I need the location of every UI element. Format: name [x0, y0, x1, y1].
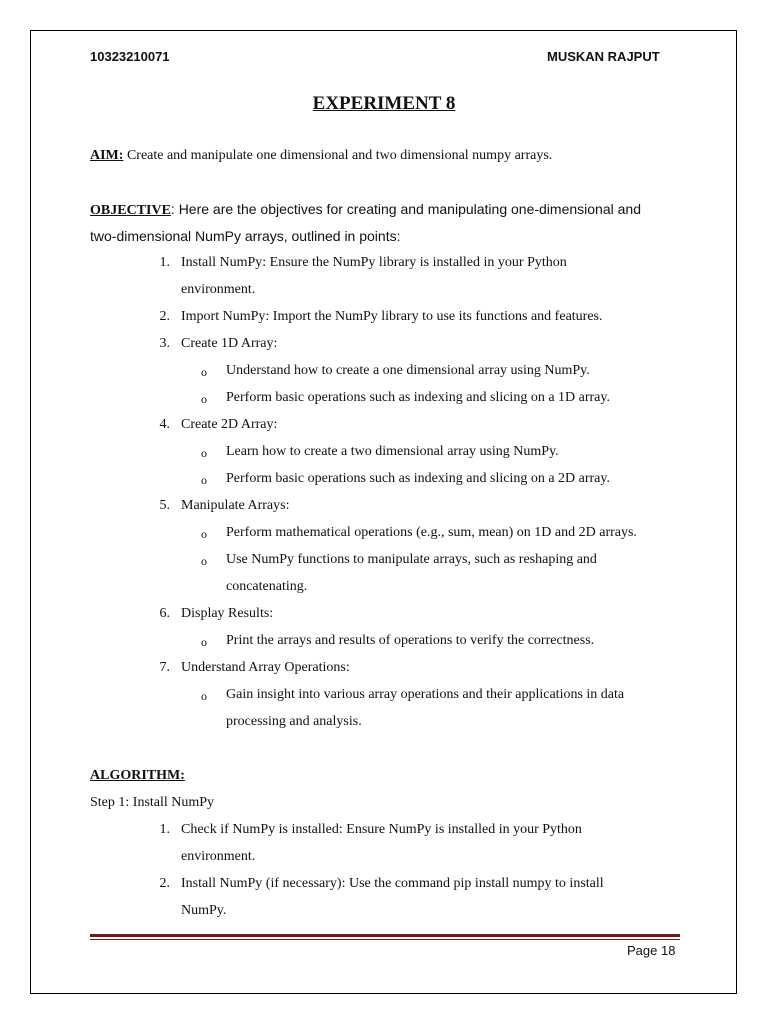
objective-intro-2: two-dimensional NumPy arrays, outlined in points:: [90, 228, 401, 244]
sub-item-text: Use NumPy functions to manipulate arrays, such as reshaping and: [226, 552, 597, 567]
sub-bullet-icon: o: [201, 392, 207, 406]
list-item-text: Display Results:: [181, 606, 274, 621]
sub-item-text: Learn how to create a two dimensional array using NumPy.: [226, 444, 559, 459]
algorithm-label: ALGORITHM:: [90, 768, 185, 783]
list-item-text: Create 1D Array:: [181, 336, 278, 351]
list-item-text: Create 2D Array:: [181, 417, 278, 432]
sub-bullet-icon: o: [201, 446, 207, 460]
list-item-number: 6.: [159, 606, 170, 621]
sub-item-text: Understand how to create a one dimensional array using NumPy.: [226, 363, 590, 378]
sub-bullet-icon: o: [201, 689, 207, 703]
objective-label: OBJECTIVE: [90, 203, 171, 218]
page-border: [30, 30, 737, 994]
sub-bullet-icon: o: [201, 527, 207, 541]
sub-item-text: Perform basic operations such as indexing and slicing on a 1D array.: [226, 390, 610, 405]
sub-bullet-icon: o: [201, 554, 207, 568]
list-item-number: 5.: [159, 498, 170, 513]
page-title: EXPERIMENT 8: [312, 93, 456, 114]
aim-label: AIM:: [90, 148, 124, 163]
list-item-text: Understand Array Operations:: [181, 660, 350, 675]
objective-line-1: [90, 201, 641, 219]
sub-bullet-icon: o: [201, 635, 207, 649]
student-name: MUSKAN RAJPUT: [547, 49, 660, 64]
list-item-text: environment.: [181, 849, 256, 864]
list-item-number: 2.: [159, 309, 170, 324]
algorithm-step-1: Step 1: Install NumPy: [90, 795, 215, 810]
list-item-text: Install NumPy (if necessary): Use the command pip install numpy to install: [181, 876, 604, 891]
list-item-text: NumPy.: [181, 903, 227, 918]
list-item-number: 1.: [159, 255, 170, 270]
list-item-text: Install NumPy: Ensure the NumPy library is installed in your Python: [181, 255, 567, 270]
list-item-number: 7.: [159, 660, 170, 675]
sub-item-text: concatenating.: [226, 579, 308, 594]
sub-bullet-icon: o: [201, 473, 207, 487]
sub-item-text: Perform mathematical operations (e.g., sum, mean) on 1D and 2D arrays.: [226, 525, 637, 540]
footer-rule-thin: [90, 939, 680, 940]
sub-item-text: Perform basic operations such as indexing and slicing on a 2D array.: [226, 471, 610, 486]
list-item-number: 2.: [159, 876, 170, 891]
aim-text: Create and manipulate one dimensional and two dimensional numpy arrays.: [123, 148, 553, 163]
list-item-number: 4.: [159, 417, 170, 432]
aim-line: [90, 148, 552, 164]
sub-item-text: Print the arrays and results of operations to verify the correctness.: [226, 633, 595, 648]
sub-bullet-icon: o: [201, 365, 207, 379]
page-number: Page 18: [627, 943, 676, 958]
objective-intro-1: : Here are the objectives for creating and manipulating one-dimensional and: [170, 201, 641, 217]
list-item-text: Import NumPy: Import the NumPy library to use its functions and features.: [181, 309, 603, 324]
list-item-number: 3.: [159, 336, 170, 351]
list-item-text: Manipulate Arrays:: [181, 498, 290, 513]
sub-item-text: processing and analysis.: [226, 714, 362, 729]
sub-item-text: Gain insight into various array operations and their applications in data: [226, 687, 625, 702]
list-item-text: Check if NumPy is installed: Ensure NumPy is installed in your Python: [181, 822, 582, 837]
list-item-text: environment.: [181, 282, 256, 297]
roll-number: 10323210071: [90, 49, 170, 64]
footer-rule: [90, 934, 680, 937]
list-item-number: 1.: [159, 822, 170, 837]
